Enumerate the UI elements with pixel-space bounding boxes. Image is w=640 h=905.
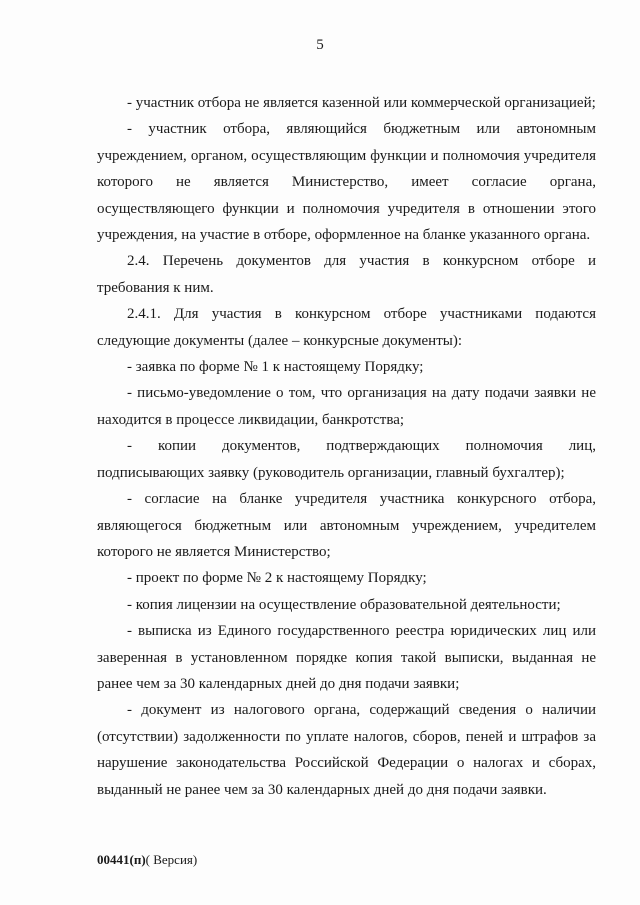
document-code: 00441(п) <box>97 852 146 867</box>
page-number: 5 <box>316 37 324 53</box>
list-item-authority-copies: - копии документов, подтверждающих полномочия лиц, подписывающих заявку (руководитель организации, главный бухгалтер); <box>97 438 596 481</box>
paragraph-not-state-or-commercial: - участник отбора не является казенной или коммерческой организацией; <box>127 95 596 111</box>
list-item-application-form: - заявка по форме № 1 к настоящему Порядку; <box>127 359 424 376</box>
list-item-tax-document: - документ из налогового органа, содержащий сведения о наличии (отсутствии) задолженности по уплате налогов, сборов, пеней и штрафов за нарушение законодательства Российской Федерации о налогах и сборах, выданный не ранее чем за 30 календарных дней до дня подачи заявки. <box>97 702 596 798</box>
document-version: ( Версия) <box>145 852 198 867</box>
list-item-project-form: - проект по форме № 2 к настоящему Порядку; <box>127 570 427 587</box>
list-item-registry-extract: - выписка из Единого государственного реестра юридических лиц или заверенная в установленном порядке копия такой выписки, выданная не ранее чем за 30 календарных дней до дня подачи заявки; <box>97 623 596 692</box>
body-text <box>97 90 596 803</box>
list-item-founder-consent: - согласие на бланке учредителя участника конкурсного отбора, являющегося бюджетным или автономным учреждением, учредителем которого не является Министерство; <box>97 491 596 560</box>
paragraph-2-4-1: 2.4.1. Для участия в конкурсном отборе участниками подаются следующие документы (далее – конкурсные документы): <box>97 306 596 349</box>
list-item-notification-letter: - письмо-уведомление о том, что организация на дату подачи заявки не находится в процессе ликвидации, банкротства; <box>97 385 596 428</box>
paragraph-2-4-heading: 2.4. Перечень документов для участия в конкурсном отборе и требования к ним. <box>97 253 596 296</box>
list-item-license-copy: - копия лицензии на осуществление образовательной деятельности; <box>127 596 561 613</box>
footer <box>97 852 197 868</box>
paragraph-budget-institution-consent: - участник отбора, являющийся бюджетным или автономным учреждением, органом, осуществляющим функции и полномочия учредителя которого не является Министерство, имеет согласие органа, осуществляющего функции и полномочия учредителя в отношении этого учреждения, на участие в отборе, оформленное на бланке указанного органа. <box>97 121 596 244</box>
